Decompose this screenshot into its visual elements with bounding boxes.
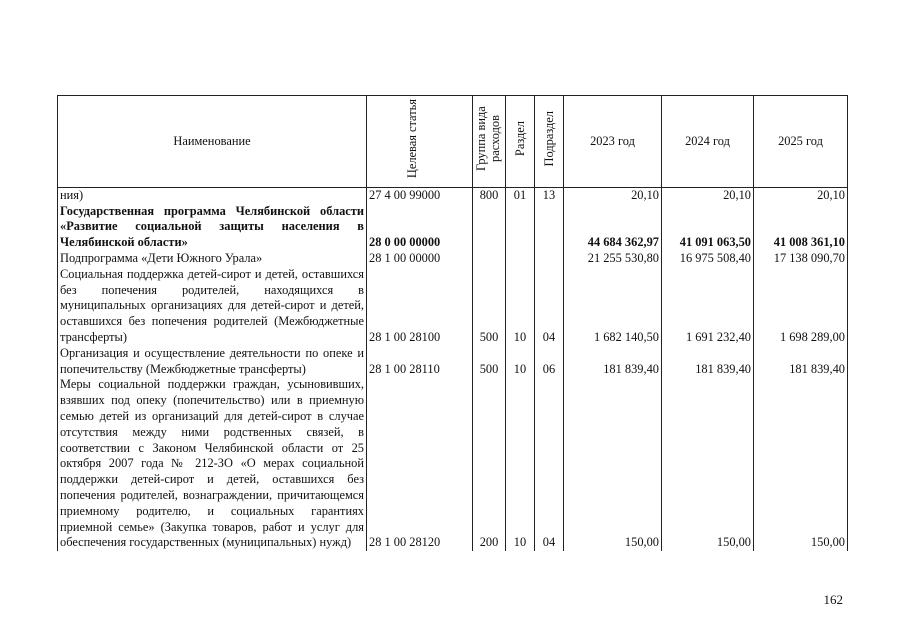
table-row — [58, 377, 848, 551]
row-code: 28 1 00 00000 — [367, 251, 473, 267]
header-section: Раздел — [506, 96, 535, 188]
row-name: Социальная поддержка детей-сирот и детей, оставшихся без попечения родителей, находящихся в муниципальных организациях для детей-сирот и детей, оставшихся без попечения родителей (Межбюджетные трансферты) — [58, 267, 367, 346]
row-2023: 20,10 — [564, 187, 662, 203]
row-group: 500 — [473, 267, 506, 346]
table-row — [58, 187, 848, 203]
row-2025: 20,10 — [754, 187, 848, 203]
row-2025: 17 138 090,70 — [754, 251, 848, 267]
row-2024: 16 975 508,40 — [662, 251, 754, 267]
header-subsection: Подраздел — [535, 96, 564, 188]
header-2023: 2023 год — [564, 96, 662, 188]
header-2025: 2025 год — [754, 96, 848, 188]
row-subsection: 13 — [535, 187, 564, 203]
row-2023: 181 839,40 — [564, 346, 662, 378]
row-name: Государственная программа Челябинской области «Развитие социальной защиты населения в Челябинской области» — [58, 204, 367, 251]
row-code: 28 0 00 00000 — [367, 204, 473, 251]
row-2024: 150,00 — [662, 377, 754, 551]
row-2023: 44 684 362,97 — [564, 204, 662, 251]
table-row — [58, 346, 848, 378]
table-header-row — [58, 96, 848, 188]
row-subsection — [535, 251, 564, 267]
row-group — [473, 204, 506, 251]
row-2023: 1 682 140,50 — [564, 267, 662, 346]
row-2025: 181 839,40 — [754, 346, 848, 378]
row-name: Меры социальной поддержки граждан, усыновивших, взявших под опеку (попечительство) или в приемную семью детей из организаций для детей-сирот в случае отсутствия между ними родственных связей, в соответствии с Законом Челябинской области от 25 октября 2007 года № 212-ЗО «О мерах социальной поддержки детей-сирот и детей, оставшихся без попечения родителей, вознаграждении, причитающемся приемному родителю, и социальных гарантиях приемной семье» (Закупка товаров, работ и услуг для обеспечения государственных (муниципальных) нужд) — [58, 377, 367, 551]
row-subsection: 04 — [535, 377, 564, 551]
header-target-article: Целевая статья — [367, 96, 473, 188]
budget-table — [57, 95, 848, 551]
row-group: 200 — [473, 377, 506, 551]
row-subsection: 04 — [535, 267, 564, 346]
header-2024: 2024 год — [662, 96, 754, 188]
page-number: 162 — [823, 592, 843, 607]
row-name: ния) — [58, 187, 367, 203]
row-2023: 21 255 530,80 — [564, 251, 662, 267]
row-code: 28 1 00 28110 — [367, 346, 473, 378]
row-2024: 181 839,40 — [662, 346, 754, 378]
table-row — [58, 204, 848, 251]
row-2024: 20,10 — [662, 187, 754, 203]
header-expense-group: Группа вида расходов — [473, 96, 506, 188]
row-2023: 150,00 — [564, 377, 662, 551]
row-2025: 150,00 — [754, 377, 848, 551]
row-2025: 1 698 289,00 — [754, 267, 848, 346]
row-2024: 1 691 232,40 — [662, 267, 754, 346]
header-name: Наименование — [58, 96, 367, 188]
budget-table-sheet — [57, 95, 847, 551]
row-section: 10 — [506, 346, 535, 378]
row-2024: 41 091 063,50 — [662, 204, 754, 251]
row-group: 800 — [473, 187, 506, 203]
table-row — [58, 251, 848, 267]
row-section: 01 — [506, 187, 535, 203]
table-row — [58, 267, 848, 346]
row-subsection — [535, 204, 564, 251]
row-subsection: 06 — [535, 346, 564, 378]
row-section: 10 — [506, 267, 535, 346]
row-2025: 41 008 361,10 — [754, 204, 848, 251]
row-code: 27 4 00 99000 — [367, 187, 473, 203]
row-name: Организация и осуществление деятельности по опеке и попечительству (Межбюджетные трансферты) — [58, 346, 367, 378]
row-group: 500 — [473, 346, 506, 378]
row-code: 28 1 00 28120 — [367, 377, 473, 551]
row-section — [506, 251, 535, 267]
row-group — [473, 251, 506, 267]
row-section: 10 — [506, 377, 535, 551]
row-code: 28 1 00 28100 — [367, 267, 473, 346]
row-name: Подпрограмма «Дети Южного Урала» — [58, 251, 367, 267]
row-section — [506, 204, 535, 251]
